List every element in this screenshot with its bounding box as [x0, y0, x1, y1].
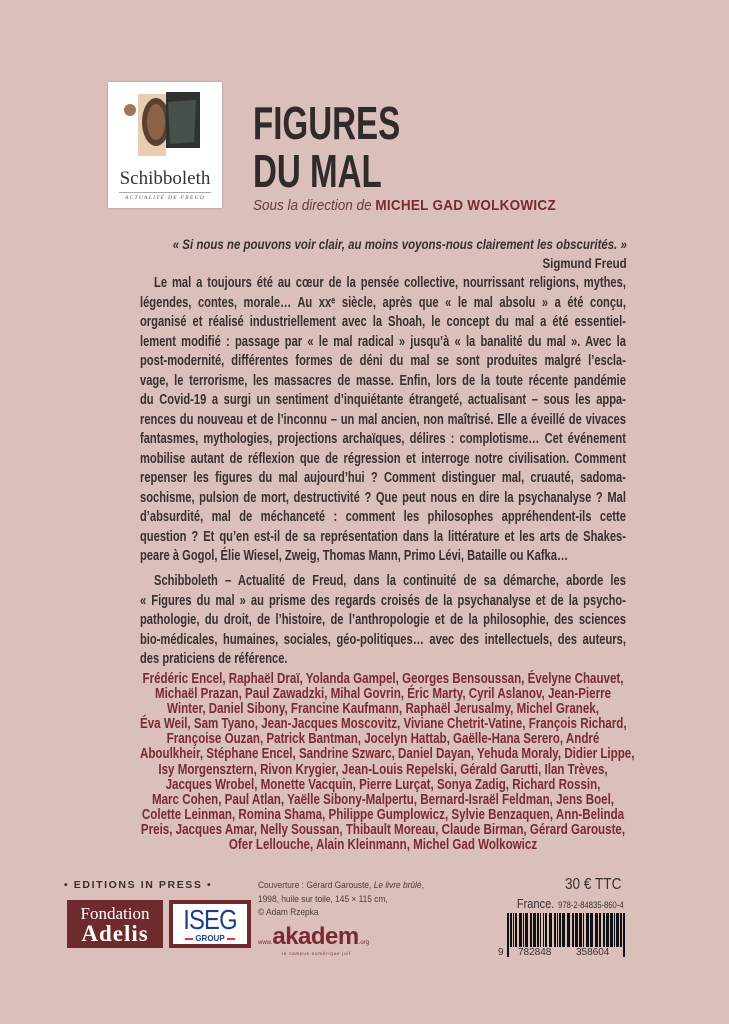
barcode-bar	[510, 913, 512, 947]
isbn	[517, 897, 624, 912]
logo-divider	[119, 192, 211, 193]
contributors-list	[140, 671, 635, 854]
title-line-1: FIGURES	[253, 97, 401, 149]
barcode-bar	[567, 913, 570, 947]
contributors-line: Aboulkheir, Stéphane Encel, Sandrine Szwarc, Daniel Dayan, Yehuda Moraly, Didier Lippe,	[140, 746, 635, 763]
barcode-bar	[530, 913, 532, 947]
contributors-line: Preis, Jacques Amar, Nelly Soussan, Thibault Moreau, Claude Birman, Gérard Garouste,	[140, 821, 626, 838]
contributors-line: Marc Cohen, Paul Atlan, Yaëlle Sibony-Malpertu, Bernard-Israël Feldman, Jens Boel,	[151, 791, 615, 808]
contributors-line: Françoise Ouzan, Patrick Bantman, Jocelyn Hattab, Gaëlle-Hana Serero, André	[166, 731, 600, 748]
country: France.	[517, 896, 555, 911]
price: 30 € TTC	[564, 876, 621, 893]
contributors-line: Michaël Prazan, Paul Zawadzki, Mihal Govrin, Éric Marty, Cyril Aslanov, Jean-Pierre	[154, 686, 612, 703]
barcode-bar	[583, 913, 584, 947]
artwork-title: Le livre brûlé	[373, 880, 422, 891]
adelis-line-2: Adelis	[81, 921, 149, 946]
logo-artwork-image	[108, 82, 222, 168]
fondation-adelis-logo	[67, 900, 163, 948]
adelis-line-1: Fondation	[80, 904, 150, 923]
credit-text: ,	[421, 880, 424, 891]
barcode-bar	[614, 913, 615, 947]
description-paragraph-2	[140, 572, 626, 670]
contributors-line: Colette Leinman, Romina Shama, Philippe Gumplowicz, Sylvie Benzaquen, Ann-Belinda	[141, 806, 625, 823]
barcode-bar	[599, 913, 601, 947]
logo-subtitle: ACTUALITÉ DE FREUD	[124, 195, 206, 201]
epigraph-quote: « Si nous ne pouvons voir clair, au moins voyons-nous clairement les obscurités. »	[172, 236, 627, 252]
barcode-bar	[575, 913, 578, 947]
logo-name: Schibboleth	[119, 168, 211, 189]
barcode-bar	[559, 913, 561, 947]
paragraph-line: organisé et réalisé industriellement avec la Shoah, le concept du mal a été essentiel-	[140, 314, 626, 330]
paragraph-line: fantasmes, mythologies, projections archaïques, délires : complotisme… Cet événement	[140, 431, 626, 447]
barcode-bar	[606, 913, 609, 947]
akadem-www: www.	[258, 940, 273, 946]
paragraph-line: pathologie, du droit, de l’histoire, de l’anthropologie et de la philosophie, des sciences	[140, 612, 626, 628]
contributors-line: Éva Weil, Sam Tyano, Jean-Jacques Moscovitz, Viviane Chetrit-Vatine, François Richard,	[140, 716, 627, 733]
barcode-bar	[515, 913, 517, 947]
contributors-line: Frédéric Encel, Raphaël Draï, Yolanda Gampel, Georges Bensoussan, Évelyne Chauvet,	[142, 671, 624, 687]
paragraph-line: bio-médicales, humaines, sociales, géo-politiques… avec des intellectuels, des auteurs,	[140, 631, 626, 648]
barcode-bar	[603, 913, 605, 947]
iseg-name: ISEG	[183, 904, 237, 935]
iseg-group-logo	[169, 900, 251, 948]
paragraph-line: repenser les figures du mal aujourd’hui ? Comment distinguer mal, cruauté, sadoma-	[140, 470, 626, 486]
paragraph-line: « Figures du mal » au prisme des regards croisés de la psychanalyse et de la psycho-	[140, 592, 626, 609]
barcode-bar	[616, 913, 619, 947]
paragraph-line: peare à Gogol, Élie Wiesel, Zweig, Thomas Mann, Primo Lévi, Bataille ou Kafka…	[140, 548, 569, 564]
paragraph-line: vage, le terrorisme, les massacres de masse. Enfin, lors de la toute récente pandémie	[140, 372, 626, 389]
paragraph-line: Schibboleth – Actualité de Freud, dans la continuité de sa démarche, aborde les	[154, 573, 626, 589]
barcode-bar	[545, 913, 547, 947]
contributors-line: Jacques Wrobel, Monette Vacquin, Pierre Lurçat, Sonya Zadig, Richard Rossin,	[165, 776, 601, 793]
contributors-line: Ofer Lellouche, Alain Kleinmann, Michel Gad Wolkowicz	[228, 837, 538, 854]
barcode	[497, 913, 627, 959]
barcode-bar	[525, 913, 528, 947]
barcode-bar	[620, 913, 622, 947]
contributors-line: Isy Morgensztern, Rivon Krygier, Jean-Louis Repelski, Gérald Garutti, Ilan Trèves,	[158, 761, 608, 778]
barcode-bar	[513, 913, 514, 947]
paragraph-line: rences du nouveau et de l’inconnu – un mal ancien, non maîtrisé. Elle a éveillé de vivaces	[140, 411, 626, 428]
artwork-details: 1998, huile sur toile, 145 × 115 cm,	[258, 893, 388, 905]
paragraph-line: Le mal a toujours été au cœur de la pensée collective, nourrissant religions, mythes,	[154, 275, 626, 291]
akadem-tagline: le campus numérique juif	[282, 951, 352, 956]
subtitle-prefix: Sous la direction de	[253, 197, 372, 214]
publisher-name: • EDITIONS IN PRESS •	[64, 879, 213, 891]
akadem-logo	[258, 924, 369, 956]
credit-text: Couverture : Gérard Garouste,	[258, 880, 374, 891]
barcode-digit: 782848	[518, 947, 552, 958]
paragraph-line: question ? Et qu’en est-il de sa représentation dans la littérature et les arts de Shakes-	[140, 528, 626, 545]
epigraph-author: Sigmund Freud	[542, 255, 627, 271]
paragraph-line: du Covid-19 a surgi un sentiment d’inquiétante étrangeté, actualisant – sous les appa-	[140, 392, 626, 408]
akadem-name: akadem	[272, 923, 359, 950]
description-paragraph-1	[140, 274, 626, 567]
barcode-bar	[519, 913, 522, 947]
barcode-bar	[557, 913, 558, 947]
barcode-bar	[543, 913, 544, 947]
paragraph-line: des praticiens de référence.	[140, 651, 288, 667]
cover-credits	[258, 879, 424, 920]
barcode-bar	[533, 913, 536, 947]
schibboleth-logo	[108, 82, 222, 208]
paragraph-line: post-modernité, différentes formes de déni du mal se sont produites malgré l’escla-	[140, 353, 626, 369]
contributors-line: Winter, Daniel Sibony, Francine Kaufmann, Raphaël Jerusalmy, Michel Granek,	[167, 701, 599, 718]
barcode-bar	[549, 913, 552, 947]
barcode-bar	[523, 913, 524, 947]
paragraph-line: légendes, contes, morale… Au xxᵉ siècle, après que « le mal absolu » a été conçu,	[140, 294, 626, 311]
barcode-bar	[586, 913, 589, 947]
paragraph-line: lement modifié : passage par « le mal radical » jusqu’à « la banalité du mal ». Avec la	[140, 333, 626, 350]
barcode-bar	[537, 913, 539, 947]
barcode-bar	[540, 913, 541, 947]
paragraph-line: mobilise autant de réflexion que de régression et interroge notre civilisation. Comment	[140, 450, 626, 467]
barcode-bar	[595, 913, 598, 947]
barcode-bar	[572, 913, 574, 947]
barcode-digit: 358604	[576, 947, 610, 958]
iseg-group: GROUP	[195, 934, 225, 943]
akadem-org: .org	[358, 940, 370, 946]
barcode-bar	[579, 913, 582, 947]
photo-credit: © Adam Rzepka	[258, 907, 319, 918]
barcode-bar	[562, 913, 565, 947]
barcode-bar	[610, 913, 613, 947]
barcode-digit: 9	[498, 947, 504, 958]
editor-name: MICHEL GAD WOLKOWICZ	[375, 197, 556, 214]
barcode-bar	[590, 913, 593, 947]
subtitle	[253, 197, 556, 214]
title-line-2: DU MAL	[253, 145, 382, 197]
paragraph-line: sochisme, pulsion de mort, destructivité ? Que peut nous en dire la psychanalyse ? Mal	[140, 489, 626, 506]
paragraph-line: d’absurdité, mal de méchanceté : comment les philosophes appréhendent-ils cette	[140, 509, 626, 525]
barcode-bar	[554, 913, 556, 947]
isbn-number: 978-2-84835-860-4	[558, 900, 624, 910]
